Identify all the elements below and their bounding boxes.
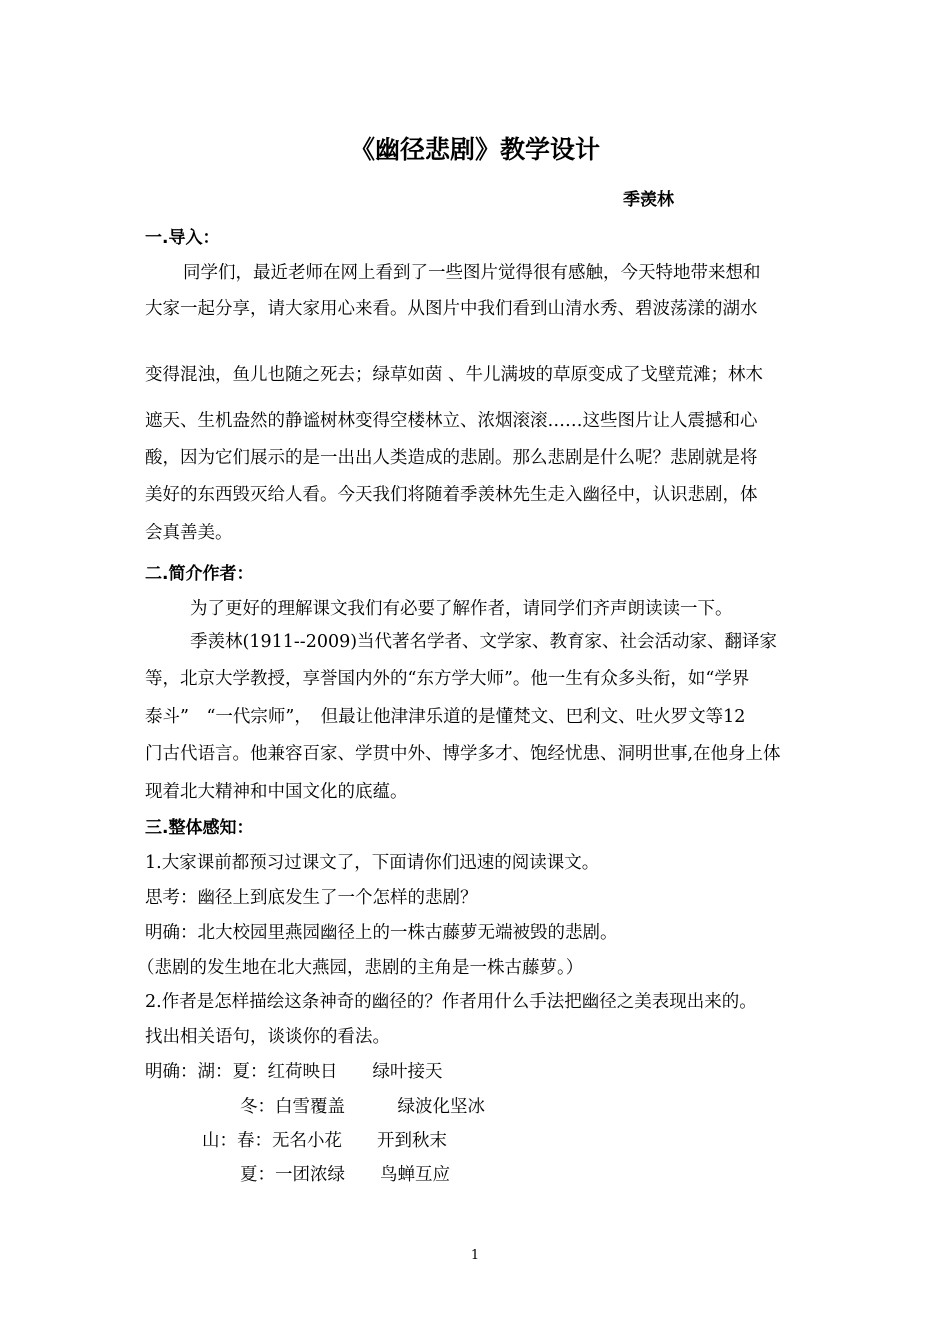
paragraph-line: （悲剧的发生地在北大燕园，悲剧的主角是一株古藤萝。） — [137, 958, 584, 978]
paragraph-line: 同学们，最近老师在网上看到了一些图片觉得很有感触，今天特地带来想和 — [183, 263, 761, 283]
paragraph-line: 季羡林(1911--2009)当代著名学者、文学家、教育家、社会活动家、翻译家 — [190, 632, 778, 652]
paragraph-line: 遮天、生机盎然的静谧树林变得空楼林立、浓烟滚滚……这些图片让人震撼和心 — [145, 411, 758, 431]
paragraph-line: 大家一起分享，请大家用心来看。从图片中我们看到山清水秀、碧波荡漾的湖水 — [145, 299, 758, 319]
paragraph-line: 泰斗” “一代宗师”， 但最让他津津乐道的是懂梵文、巴利文、吐火罗文等12 — [145, 707, 746, 727]
paragraph-line: 2.作者是怎样描绘这条神奇的幽径的？作者用什么手法把幽径之美表现出来的。 — [145, 992, 757, 1012]
paragraph-line: 找出相关语句，谈谈你的看法。 — [145, 1027, 390, 1047]
paragraph-line: 为了更好的理解课文我们有必要了解作者，请同学们齐声朗读读一下。 — [190, 599, 733, 619]
section-heading-intro: 一.导入： — [145, 228, 220, 248]
paragraph-line: 山：春：无名小花 开到秋末 — [202, 1131, 447, 1151]
section-heading-overview: 三.整体感知： — [145, 818, 254, 838]
paragraph-line: 门古代语言。他兼容百家、学贯中外、博学多才、饱经忧患、洞明世事,在他身上体 — [145, 744, 781, 764]
paragraph-line: 会真善美。 — [145, 523, 233, 543]
paragraph-line: 明确：北大校园里燕园幽径上的一株古藤萝无端被毁的悲剧。 — [145, 923, 618, 943]
paragraph-line: 美好的东西毁灭给人看。今天我们将随着季羡林先生走入幽径中，认识悲剧，体 — [145, 485, 758, 505]
paragraph-line: 思考：幽径上到底发生了一个怎样的悲剧？ — [145, 888, 478, 908]
paragraph-line: 现着北大精神和中国文化的底蕴。 — [145, 782, 408, 802]
page-number: 1 — [470, 1248, 480, 1263]
paragraph-line: 明确：湖：夏：红荷映日 绿叶接天 — [145, 1062, 443, 1082]
author-name: 季羡林 — [623, 190, 674, 210]
paragraph-line: 酸，因为它们展示的是一出出人类造成的悲剧。那么悲剧是什么呢？悲剧就是将 — [145, 448, 758, 468]
paragraph-line: 1.大家课前都预习过课文了，下面请你们迅速的阅读课文。 — [145, 853, 600, 873]
section-heading-author: 二.简介作者： — [145, 564, 254, 584]
paragraph-line: 等，北京大学教授，享誉国内外的“东方学大师”。他一生有众多头衔，如“学界 — [145, 669, 750, 689]
paragraph-line: 变得混浊，鱼儿也随之死去；绿草如茵 、牛儿满坡的草原变成了戈壁荒滩；林木 — [145, 365, 764, 385]
paragraph-line: 夏：一团浓绿 鸟蝉互应 — [240, 1165, 450, 1185]
paragraph-line: 冬：白雪覆盖 绿波化坚冰 — [240, 1097, 485, 1117]
document-title: 《幽径悲剧》教学设计 — [349, 135, 600, 164]
